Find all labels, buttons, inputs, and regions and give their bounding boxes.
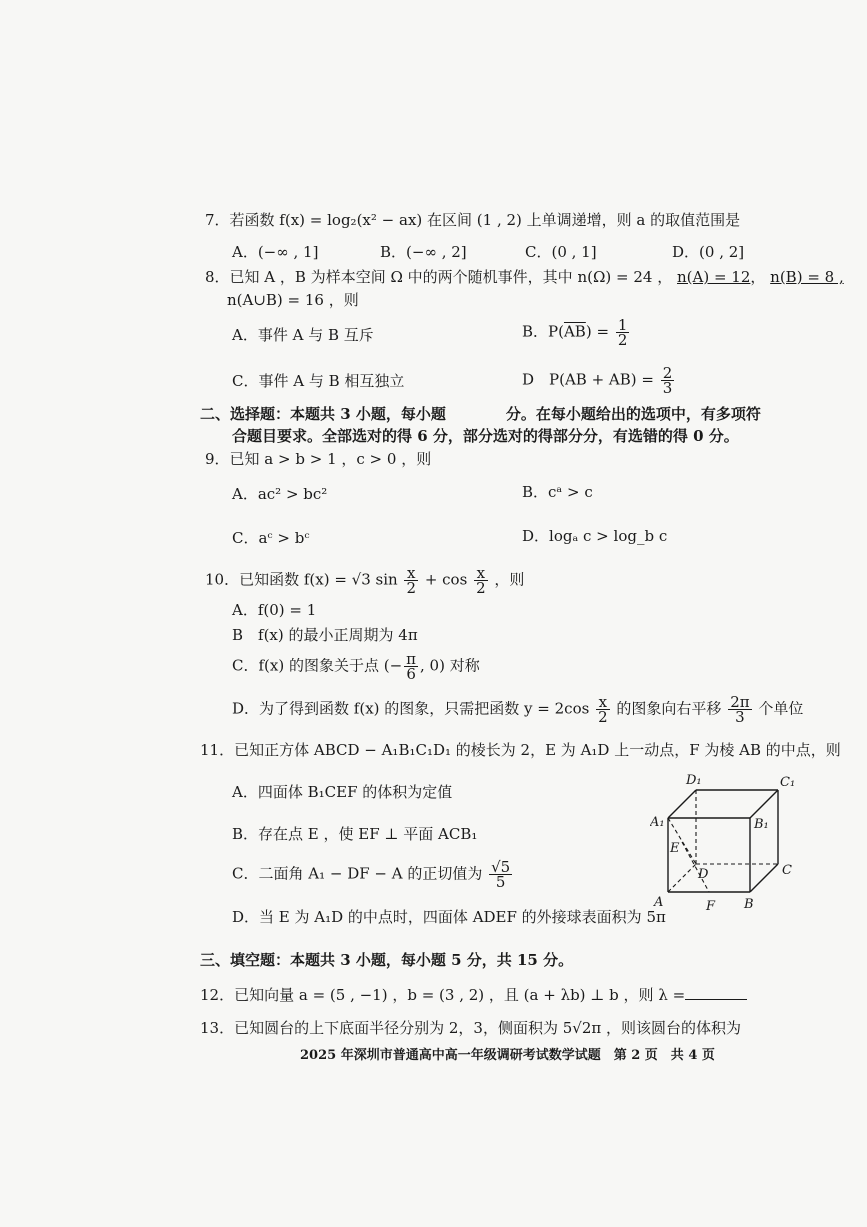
q7-option-c: C．(0 , 1] <box>525 243 597 261</box>
label-E: E <box>670 841 680 856</box>
q9-option-d: D．logₐ c > log_b c <box>522 527 668 545</box>
section3-heading: 三、填空题：本题共 3 小题，每小题 5 分，共 15 分。 <box>200 951 574 969</box>
q10-option-a: A．f(0) = 1 <box>232 601 317 619</box>
q7-option-b: B．(−∞ , 2] <box>380 243 467 261</box>
q10-stem-suffix: ，则 <box>494 570 525 589</box>
frac-denominator: 2 <box>476 579 486 597</box>
q10-frac-2 <box>474 566 488 595</box>
q10-option-d-prefix: D．为了得到函数 f(x) 的图象，只需把函数 y = 2cos <box>232 699 590 718</box>
q11-option-b: B．存在点 E ，使 EF ⊥ 平面 ACB₁ <box>232 825 478 843</box>
q10-option-d-frac-1 <box>596 695 610 724</box>
q9-option-a: A．ac² > bc² <box>232 485 328 503</box>
q7-stem: 7．若函数 f(x) = log₂(x² − ax) 在区间 (1 , 2) 上单调递增，则 a 的取值范围是 <box>205 211 741 229</box>
q8-option-d <box>522 366 676 395</box>
q11-option-c <box>232 860 514 889</box>
frac-numerator: x <box>404 566 418 581</box>
frac-numerator: π <box>406 650 417 668</box>
q8-stem-text: 8．已知 A ，B 为样本空间 Ω 中的两个随机事件，其中 n(Ω) = 24 ， <box>205 268 673 286</box>
q9-stem: 9．已知 a > b > 1 ，c > 0 ，则 <box>205 450 432 468</box>
label-D1: D₁ <box>686 773 702 788</box>
q10-frac-1 <box>404 566 418 595</box>
label-A1: A₁ <box>650 815 665 830</box>
q8-option-d-fraction <box>661 366 675 395</box>
q10-option-d-mid: 的图象向右平移 <box>616 699 722 718</box>
q8-option-b-fraction <box>616 318 630 347</box>
q11-stem: 11．已知正方体 ABCD − A₁B₁C₁D₁ 的棱长为 2，E 为 A₁D 上一动点，F 为棱 AB 的中点，则 <box>200 741 841 759</box>
q10-option-c <box>232 652 480 681</box>
q10-option-b: B f(x) 的最小正周期为 4π <box>232 626 418 644</box>
q8-nA: n(A) = 12 <box>677 268 751 286</box>
frac-denominator: 2 <box>598 708 608 726</box>
q8-stem-cont: n(A∪B) = 16 ，则 <box>227 291 359 309</box>
q11-option-c-prefix: C．二面角 A₁ − DF − A 的正切值为 <box>232 864 483 883</box>
frac-denominator: 2 <box>406 579 417 597</box>
q8-option-b <box>522 318 631 347</box>
q8-nB: n(B) = 8 , <box>770 268 844 286</box>
label-B: B <box>744 897 754 912</box>
frac-numerator: √5 <box>491 858 511 876</box>
q10-stem <box>205 566 524 595</box>
q12-stem-text: 12．已知向量 a = (5 , −1) ，b = (3 , 2) ，且 (a + λb) ⊥ b ，则 λ = <box>200 986 686 1004</box>
section2-heading-1: 二、选择题：本题共 3 小题，每小题 分。在每小题给出的选项中，有多项符 <box>200 405 761 423</box>
cube-figure <box>650 770 800 915</box>
label-C1: C₁ <box>780 775 796 790</box>
frac-numerator: x <box>596 695 610 710</box>
frac-numerator: x <box>474 566 488 581</box>
q12-stem <box>200 985 747 1005</box>
edge-AD <box>668 864 696 892</box>
frac-numerator: 2π <box>730 693 750 711</box>
q10-option-d <box>232 695 803 724</box>
q13-stem: 13．已知圆台的上下底面半径分别为 2，3，侧面积为 5√2π ，则该圆台的体积为 <box>200 1019 741 1037</box>
q8-stem: 8．已知 A ，B 为样本空间 Ω 中的两个随机事件，其中 n(Ω) = 24 ， n(A) = 12， n(B) = 8 , <box>205 268 844 286</box>
edge-A1D1 <box>668 790 696 818</box>
label-B1: B₁ <box>754 817 769 832</box>
q7-option-d: D．(0 , 2] <box>672 243 745 261</box>
label-A: A <box>654 895 664 910</box>
frac-denominator: 3 <box>735 708 745 726</box>
q10-stem-prefix: 10．已知函数 f(x) = √3 sin <box>205 570 398 589</box>
frac-numerator: 2 <box>662 364 673 382</box>
q10-option-d-frac-2 <box>728 695 751 724</box>
frac-denominator: 6 <box>406 665 416 683</box>
q8-option-d-prefix: D P(AB + AB) = <box>522 370 654 389</box>
q8-option-a: A．事件 A 与 B 互斥 <box>232 326 374 344</box>
q11-option-c-fraction <box>489 860 512 889</box>
q10-option-d-suffix: 个单位 <box>758 699 804 718</box>
q8-option-b-prefix: B．P( <box>522 322 564 341</box>
label-F: F <box>706 899 716 914</box>
label-D: D <box>698 867 709 882</box>
frac-numerator: 1 <box>617 316 628 334</box>
edge-CB <box>750 864 778 892</box>
frac-denominator: 2 <box>617 331 628 349</box>
page-footer: 2025 年深圳市普通高中高一年级调研考试数学试题 第 2 页 共 4 页 <box>300 1048 715 1063</box>
frac-denominator: 3 <box>662 379 673 397</box>
q11-option-a: A．四面体 B₁CEF 的体积为定值 <box>232 783 453 801</box>
section2-heading-2: 合题目要求。全部选对的得 6 分，部分选对的得部分分，有选错的得 0 分。 <box>232 427 739 445</box>
q12-answer-blank <box>685 985 747 1000</box>
q9-option-b: B．cᵃ > c <box>522 483 593 501</box>
q8-option-b-bar: $\overline{AB}$ <box>563 322 586 341</box>
frac-denominator: 5 <box>495 873 506 891</box>
q10-stem-mid: + cos <box>424 570 468 589</box>
label-C: C <box>782 863 792 878</box>
q8-option-b-suffix: ) = <box>585 322 610 341</box>
q10-option-c-suffix: , 0) 对称 <box>420 656 480 675</box>
q9-option-c: C．aᶜ > bᶜ <box>232 529 310 547</box>
edge-C1B1 <box>750 790 778 818</box>
q7-option-a: A．(−∞ , 1] <box>232 243 319 261</box>
q8-option-c: C．事件 A 与 B 相互独立 <box>232 372 405 390</box>
q11-option-d: D．当 E 为 A₁D 的中点时，四面体 ADEF 的外接球表面积为 5π <box>232 908 666 926</box>
q10-option-c-fraction <box>404 652 418 681</box>
q10-option-c-prefix: C．f(x) 的图象关于点 (− <box>232 656 403 675</box>
